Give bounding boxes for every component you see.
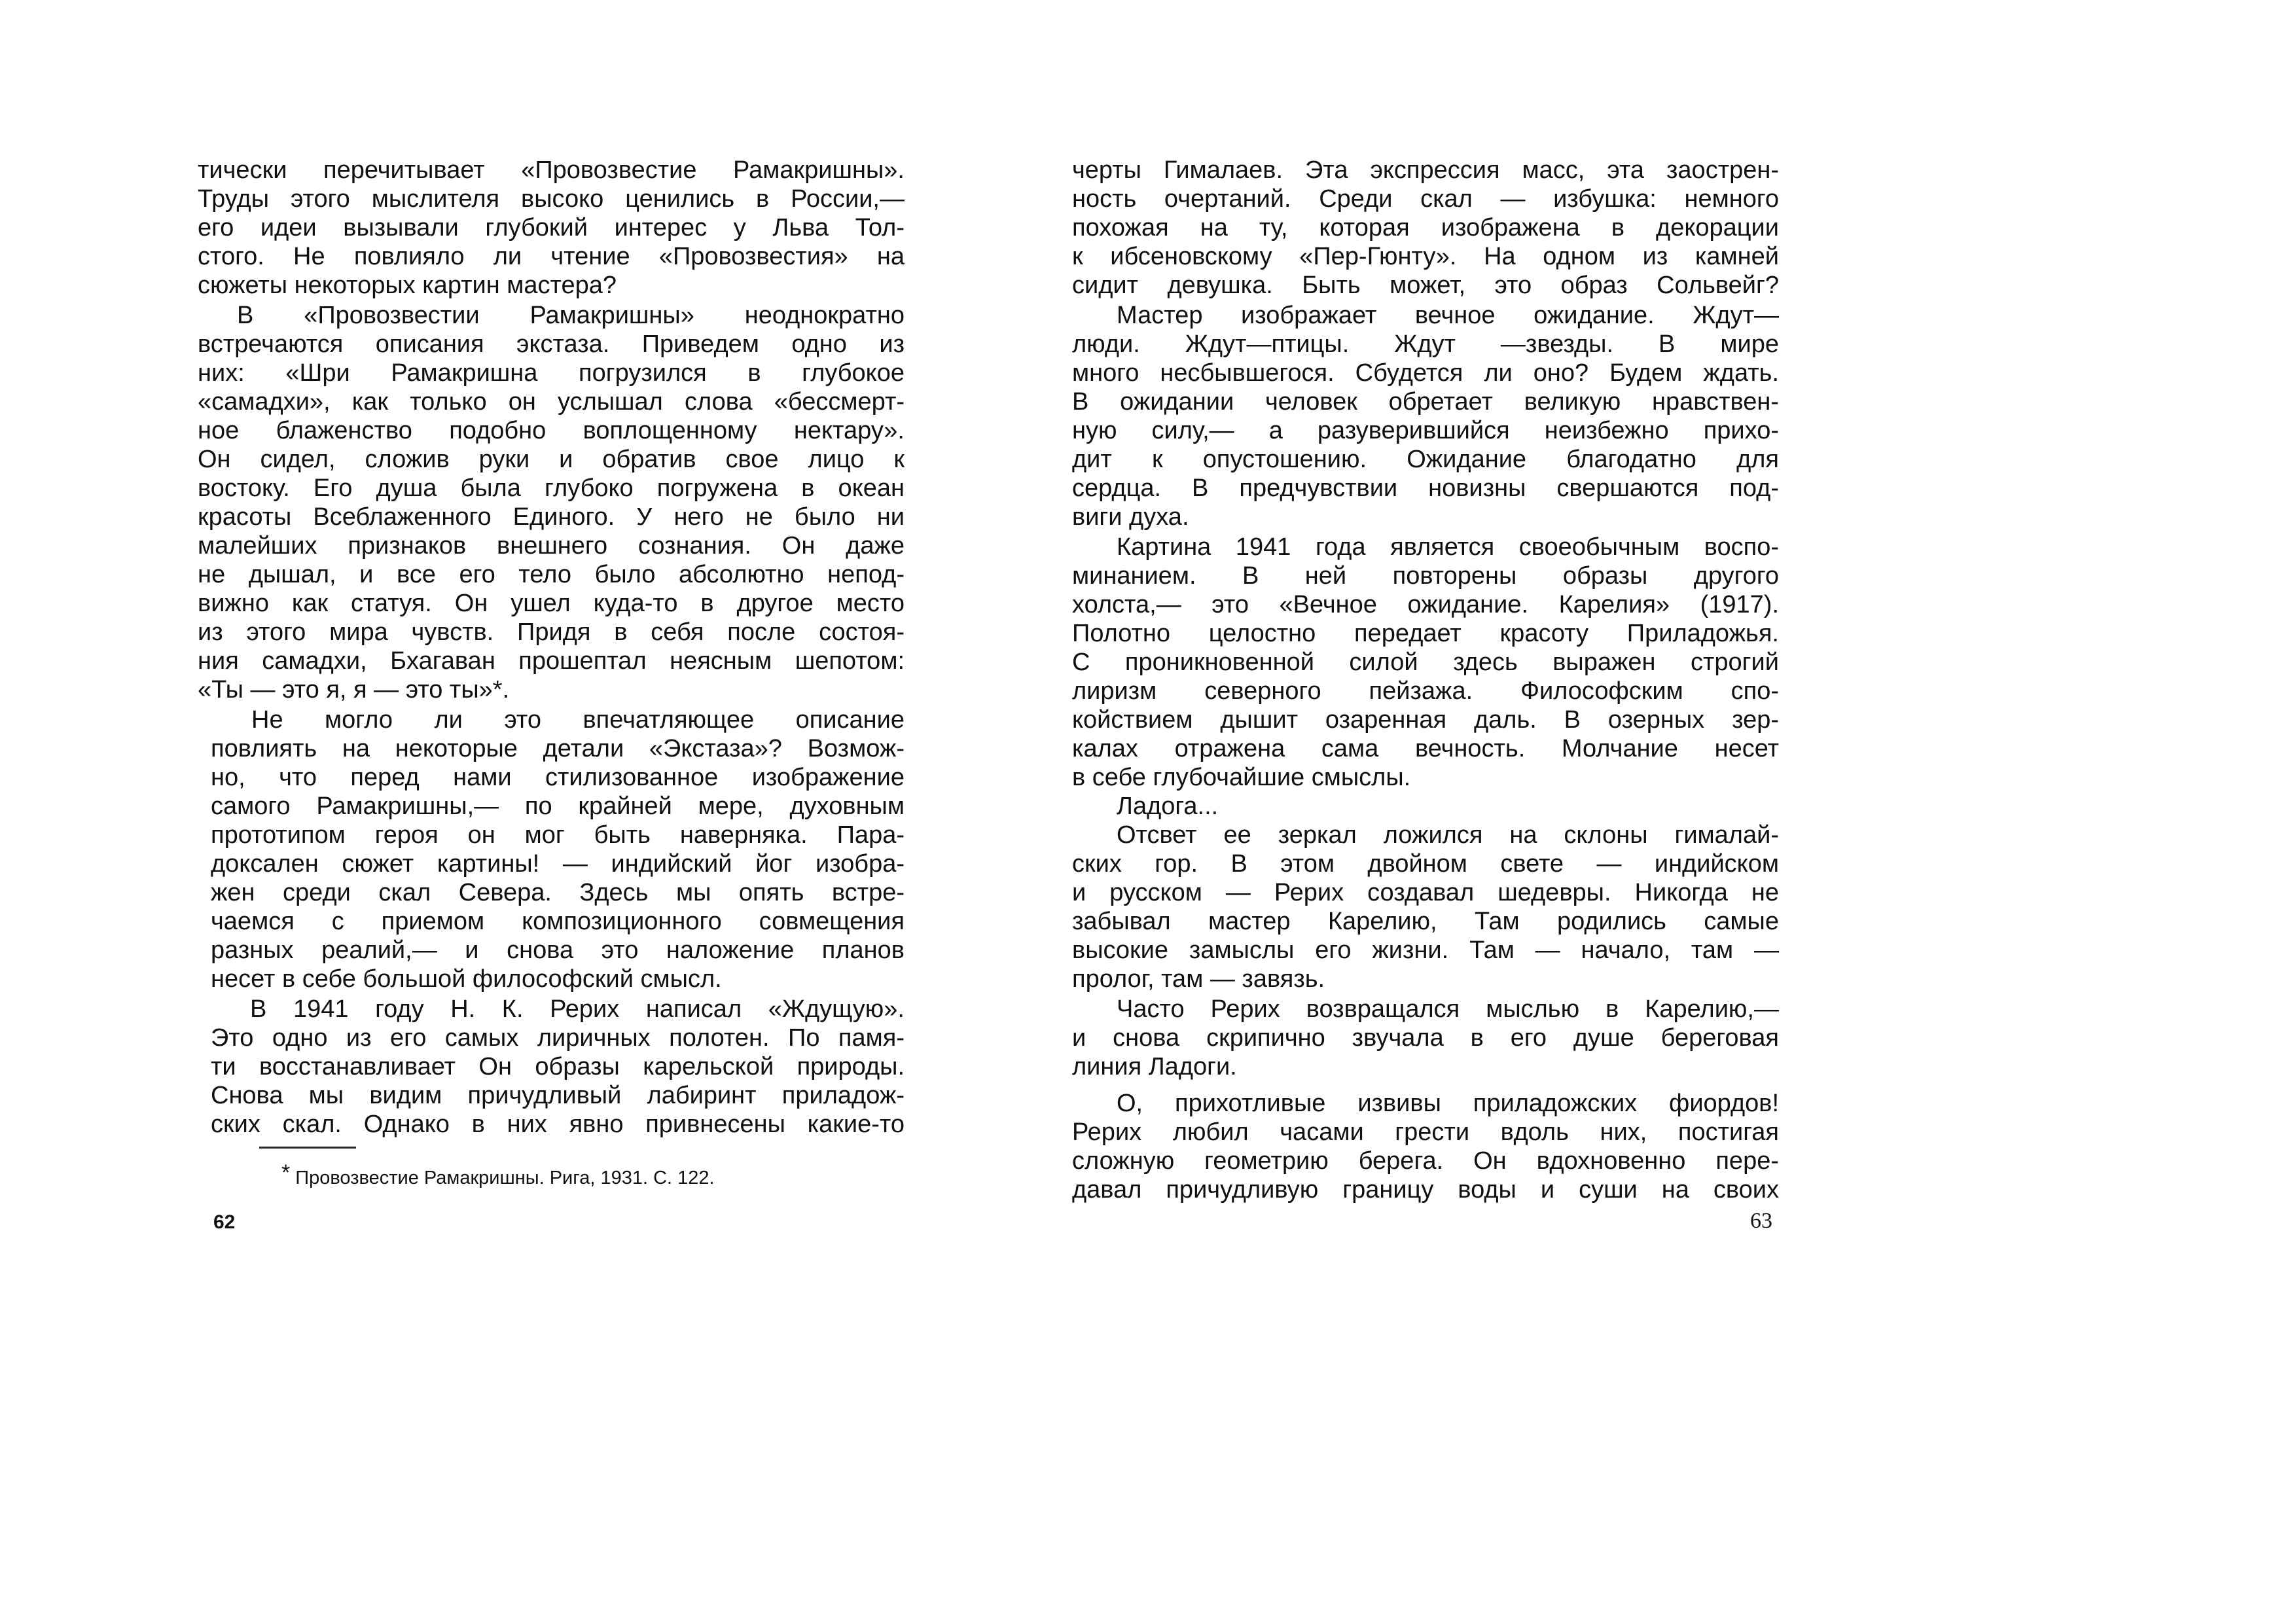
- text-line: забывал мастер Карелию, Там родились самые: [1072, 908, 1779, 935]
- text-line: разных реалий,— и снова это наложение планов: [211, 936, 905, 964]
- text-line: ти восстанавливает Он образы карельской природы.: [211, 1053, 905, 1080]
- footnote-divider: [259, 1147, 356, 1149]
- text-line: Полотно целостно передает красоту Приладожья.: [1072, 620, 1779, 647]
- text-line: много несбывшегося. Сбудется ли оно? Будем ждать.: [1072, 359, 1779, 387]
- text-line: ских гор. В этом двойном свете — индийском: [1072, 850, 1779, 878]
- text-line: вижно как статуя. Он ушел куда-то в другое место: [198, 590, 905, 617]
- text-line: виги духа.: [1072, 503, 1189, 531]
- text-line: малейших признаков внешнего сознания. Он даже: [198, 532, 905, 560]
- text-line: пролог, там — завязь.: [1072, 965, 1325, 993]
- footnote-marker: *: [281, 1160, 291, 1185]
- text-line: Рерих любил часами грести вдоль них, постигая: [1072, 1118, 1779, 1146]
- paragraph-first-line: Часто Рерих возвращался мыслью в Карелию,—: [1117, 995, 1779, 1023]
- text-line: но, что перед нами стилизованное изображение: [211, 764, 905, 791]
- paragraph-first-line: Не могло ли это впечатляющее описание: [251, 706, 905, 734]
- footnote-text: Провозвестие Рамакришны. Рига, 1931. С. 122.: [295, 1168, 715, 1188]
- text-line: «Ты — это я, я — это ты»*.: [198, 676, 510, 704]
- text-line: давал причудливую границу воды и суши на своих: [1072, 1176, 1779, 1204]
- text-line: ность очертаний. Среди скал — избушка: немного: [1072, 185, 1779, 213]
- text-line: жен среди скал Севера. Здесь мы опять встре-: [211, 879, 905, 906]
- text-line: встречаются описания экстаза. Приведем одно из: [198, 330, 905, 358]
- text-line: ное блаженство подобно воплощенному нектару».: [198, 417, 905, 444]
- paragraph-first-line: В 1941 году Н. К. Рерих написал «Ждущую».: [250, 995, 905, 1023]
- text-line: Труды этого мыслителя высоко ценились в России,—: [198, 185, 905, 213]
- text-line: лиризм северного пейзажа. Философским спо-: [1072, 677, 1779, 705]
- paragraph-first-line: Отсвет ее зеркал ложился на склоны гималай-: [1117, 821, 1779, 849]
- text-line: чаемся с приемом композиционного совмещения: [211, 908, 905, 935]
- text-line: его идеи вызывали глубокий интерес у Льва Тол-: [198, 214, 905, 241]
- text-line: В ожидании человек обретает великую нравствен-: [1072, 388, 1779, 416]
- paragraph-first-line: Ладога...: [1117, 793, 1219, 820]
- paragraph-first-line: В «Провозвестии Рамакришны» неоднократно: [237, 302, 905, 329]
- text-line: Это одно из его самых лиричных полотен. По памя-: [211, 1024, 905, 1052]
- text-line: холста,— это «Вечное ожидание. Карелия» (1917).: [1072, 591, 1779, 618]
- text-line: ния самадхи, Бхагаван прошептал неясным шепотом:: [198, 647, 905, 675]
- text-line: сложную геометрию берега. Он вдохновенно пере-: [1072, 1147, 1779, 1175]
- text-line: калах отражена сама вечность. Молчание несет: [1072, 735, 1779, 762]
- text-line: не дышал, и все его тело было абсолютно непод-: [198, 561, 905, 588]
- text-line: самого Рамакришны,— по крайней мере, духовным: [211, 793, 905, 820]
- text-line: прототипом героя он мог быть наверняка. Пара-: [211, 821, 905, 849]
- text-line: черты Гималаев. Эта экспрессия масс, эта заострен-: [1072, 156, 1779, 184]
- text-line: повлиять на некоторые детали «Экстаза»? Возмож-: [211, 735, 905, 762]
- text-line: сидит девушка. Быть может, это образ Сольвейг?: [1072, 272, 1779, 299]
- text-line: ских скал. Однако в них явно привнесены какие-то: [211, 1111, 905, 1138]
- text-line: стого. Не повлияло ли чтение «Провозвестия» на: [198, 243, 905, 270]
- text-line: красоты Всеблаженного Единого. У него не было ни: [198, 503, 905, 531]
- page-number: 62: [213, 1211, 236, 1233]
- text-line: и русском — Рерих создавал шедевры. Никогда не: [1072, 879, 1779, 906]
- text-line: сердца. В предчувствии новизны свершаются под-: [1072, 474, 1779, 502]
- text-line: люди. Ждут—птицы. Ждут —звезды. В мире: [1072, 330, 1779, 358]
- text-line: С проникновенной силой здесь выражен строгий: [1072, 649, 1779, 676]
- paragraph-first-line: Мастер изображает вечное ожидание. Ждут—: [1117, 302, 1779, 329]
- paragraph-first-line: Картина 1941 года является своеобычным воспо-: [1117, 533, 1779, 561]
- text-line: койствием дышит озаренная даль. В озерных зер-: [1072, 706, 1779, 734]
- text-line: и снова скрипично звучала в его душе береговая: [1072, 1024, 1779, 1052]
- text-line: них: «Шри Рамакришна погрузился в глубокое: [198, 359, 905, 387]
- text-line: востоку. Его душа была глубоко погружена в океан: [198, 474, 905, 502]
- text-line: к ибсеновскому «Пер-Гюнту». На одном из камней: [1072, 243, 1779, 270]
- text-line: Снова мы видим причудливый лабиринт приладож-: [211, 1082, 905, 1109]
- text-line: похожая на ту, которая изображена в декорации: [1072, 214, 1779, 241]
- page-number: 63: [1750, 1209, 1772, 1233]
- text-line: Он сидел, сложив руки и обратив свое лицо к: [198, 446, 905, 473]
- text-line: ную силу,— а разуверившийся неизбежно прихо-: [1072, 417, 1779, 444]
- text-line: из этого мира чувств. Придя в себя после состоя-: [198, 618, 905, 646]
- text-line: «самадхи», как только он услышал слова «бессмерт-: [198, 388, 905, 416]
- text-line: несет в себе большой философский смысл.: [211, 965, 722, 993]
- footnote: [281, 1160, 715, 1191]
- text-line: высокие замыслы его жизни. Там — начало, там —: [1072, 936, 1779, 964]
- paragraph-first-line: О, прихотливые извивы приладожских фиордов!: [1117, 1090, 1779, 1117]
- text-line: доксален сюжет картины! — индийский йог изобра-: [211, 850, 905, 878]
- text-line: тически перечитывает «Провозвестие Рамакришны».: [198, 156, 905, 184]
- text-line: сюжеты некоторых картин мастера?: [198, 272, 617, 299]
- text-line: в себе глубочайшие смыслы.: [1072, 764, 1411, 791]
- text-line: дит к опустошению. Ожидание благодатно для: [1072, 446, 1779, 473]
- text-line: линия Ладоги.: [1072, 1053, 1237, 1080]
- text-line: минанием. В ней повторены образы другого: [1072, 562, 1779, 590]
